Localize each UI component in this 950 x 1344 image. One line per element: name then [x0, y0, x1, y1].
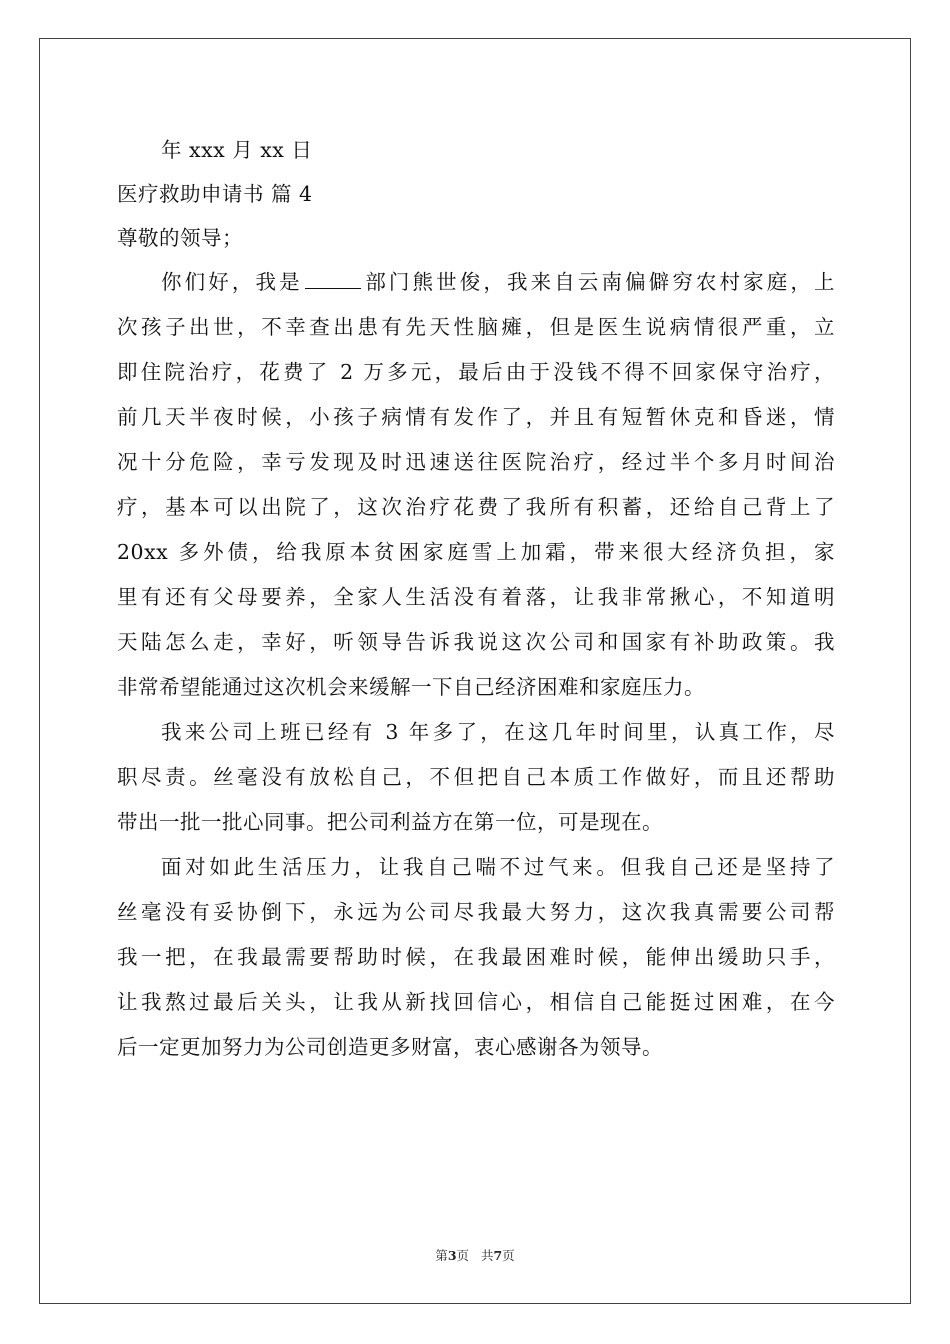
total-pages: 7: [493, 1248, 503, 1263]
paragraph-line: 带出一批一批心同事。把公司利益方在第一位，可是现在。: [117, 810, 663, 834]
paragraph-line: 天陆怎么走，幸好，听领导告诉我说这次公司和国家有补助政策。我: [117, 630, 835, 654]
paragraph-line: 前几天半夜时候，小孩子病情有发作了，并且有短暂休克和昏迷，情: [117, 405, 835, 429]
date-line: 年 xxx 月 xx 日: [161, 138, 313, 162]
paragraph-line: 次孩子出世，不幸查出患有先天性脑瘫，但是医生说病情很严重，立: [117, 315, 835, 339]
paragraph-line: 职尽责。丝毫没有放松自己，不但把自己本质工作做好，而且还帮助: [117, 765, 835, 789]
paragraph-line: 非常希望能通过这次机会来缓解一下自己经济困难和家庭压力。: [117, 675, 705, 699]
total-prefix: 共: [480, 1248, 494, 1263]
document-body: [117, 128, 835, 1070]
paragraph-2: [117, 710, 835, 845]
paragraph-line: [117, 260, 835, 305]
paragraph-line: 让我熬过最后关头，让我从新找回信心，相信自己能挺过困难，在今: [117, 990, 835, 1014]
fill-in-blank: [305, 272, 361, 289]
paragraph-line: 丝毫没有妥协倒下，永远为公司尽我最大努力，这次我真需要公司帮: [117, 900, 835, 924]
paragraph-line: 况十分危险，幸亏发现及时迅速送往医院治疗，经过半个多月时间治: [117, 450, 835, 474]
page-suffix: 页: [456, 1248, 470, 1263]
paragraph-line: 我来公司上班已经有 3 年多了，在这几年时间里，认真工作，尽: [161, 720, 835, 744]
paragraph-1: [117, 260, 835, 710]
salutation: 尊敬的领导；: [117, 226, 243, 250]
page-prefix: 第: [435, 1248, 448, 1263]
paragraph-line: 疗，基本可以出院了，这次治疗花费了我所有积蓄，还给自己背上了: [117, 495, 835, 519]
paragraph-line: 我一把，在我最需要帮助时候，在我最困难时候，能伸出缓助只手，: [117, 945, 835, 969]
paragraph-text: 你们好，我是: [161, 270, 303, 294]
page-footer: [0, 1246, 950, 1264]
total-suffix: 页: [502, 1248, 515, 1263]
paragraph-line: 里有还有父母要养，全家人生活没有着落，让我非常揪心，不知道明: [117, 585, 835, 609]
paragraph-line: 后一定更加努力为公司创造更多财富，衷心感谢各为领导。: [117, 1035, 663, 1059]
paragraph-line: 即住院治疗，花费了 2 万多元，最后由于没钱不得不回家保守治疗，: [117, 360, 835, 384]
page-number: 3: [447, 1248, 457, 1263]
document-title: 医疗救助申请书 篇 4: [117, 182, 313, 206]
paragraph-line: 面对如此生活压力，让我自己喘不过气来。但我自己还是坚持了: [161, 855, 835, 879]
paragraph-3: [117, 845, 835, 1070]
paragraph-line: 20xx 多外债，给我原本贫困家庭雪上加霜，带来很大经济负担，家: [117, 540, 835, 564]
paragraph-text: 部门熊世俊，我来自云南偏僻穷农村家庭，上: [362, 270, 836, 294]
